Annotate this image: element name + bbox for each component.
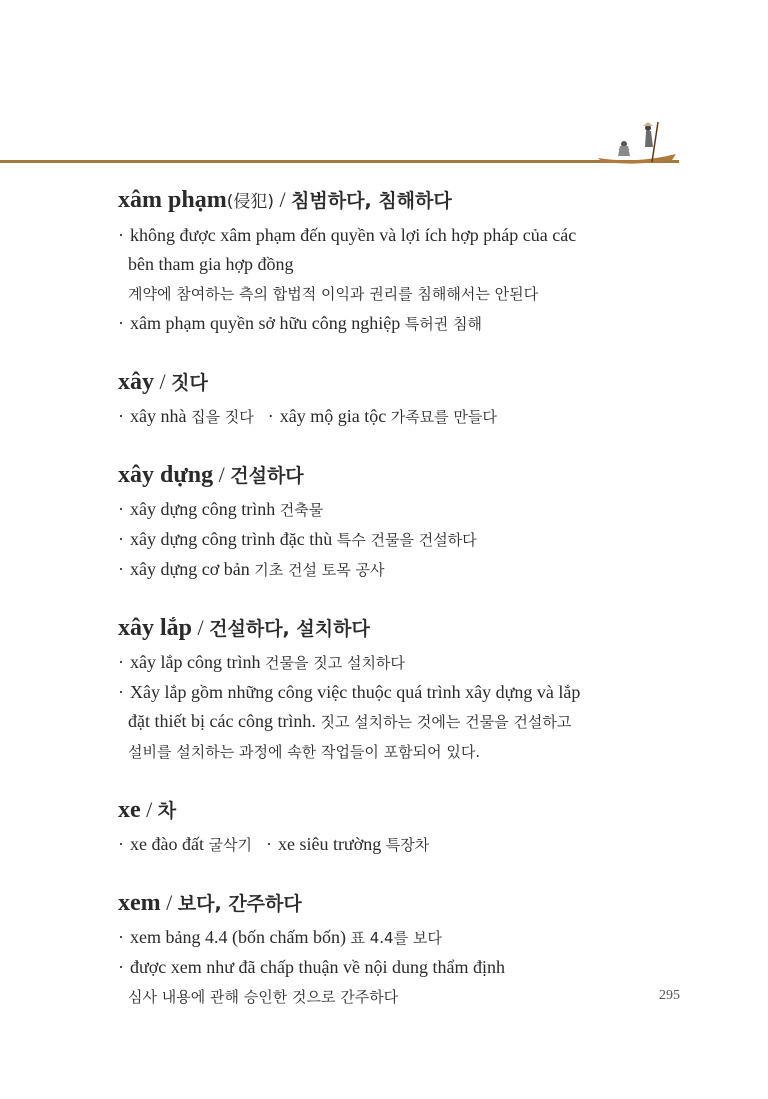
example-line (118, 953, 658, 982)
headword-separator: / (273, 187, 292, 212)
example-vietnamese: xem bảng 4.4 (bốn chấm bốn) (130, 927, 346, 947)
headword-vietnamese: xây (118, 369, 154, 395)
headword-separator: / (213, 462, 231, 487)
headword-korean: 건설하다 (230, 465, 304, 487)
example-line (118, 279, 658, 309)
headword-korean: 짓다 (171, 372, 208, 394)
example-korean: 특장차 (385, 836, 430, 854)
example-vietnamese: đặt thiết bị các công trình. (128, 711, 316, 731)
example-line (118, 707, 658, 737)
example-korean: 특허권 침해 (404, 315, 482, 333)
example-line (118, 221, 658, 250)
example-line (118, 923, 658, 953)
bullet: · (118, 529, 124, 549)
headword (118, 611, 658, 646)
headword (118, 458, 658, 493)
headword-korean: 침범하다, 침해하다 (291, 190, 452, 212)
example-line (118, 495, 658, 525)
example-vietnamese: xây lắp công trình (130, 652, 261, 672)
entry-xam-pham (118, 183, 658, 339)
example-line (118, 525, 658, 555)
example-korean: 설비를 설치하는 과정에 속한 작업들이 포함되어 있다. (128, 743, 481, 761)
bullet: · (118, 225, 124, 245)
example-line (118, 309, 658, 339)
entry-xay (118, 365, 658, 432)
bullet: · (118, 957, 124, 977)
example-vietnamese: Xây lắp gồm những công việc thuộc quá trình xây dựng và lắp (130, 682, 581, 702)
example-vietnamese: xe siêu trường (277, 834, 382, 854)
headword-separator: / (160, 890, 178, 915)
example-line (118, 555, 658, 585)
example-line (118, 982, 658, 1012)
bullet: · (118, 927, 124, 947)
headword-vietnamese: xe (118, 797, 141, 823)
bullet: · (118, 652, 124, 672)
entry-xe (118, 793, 658, 860)
header-rule (0, 160, 679, 163)
page-number: 295 (659, 988, 680, 1003)
bullet: · (118, 406, 124, 426)
dictionary-content (118, 183, 658, 1038)
example-vietnamese: xây mộ gia tộc (279, 406, 387, 426)
headword (118, 886, 658, 921)
bullet: · (118, 682, 124, 702)
headword (118, 365, 658, 400)
example-vietnamese: xâm phạm quyền sở hữu công nghiệp (130, 313, 401, 333)
bullet: · (118, 834, 124, 854)
headword (118, 183, 658, 219)
example-vietnamese: được xem như đã chấp thuận về nội dung thẩm định (130, 957, 505, 977)
example-korean: 계약에 참여하는 측의 합법적 이익과 권리를 침해해서는 안된다 (128, 285, 539, 303)
example-line (118, 830, 658, 860)
headword-separator: / (140, 797, 158, 822)
example-korean: 건물을 짓고 설치하다 (264, 654, 405, 672)
example-vietnamese: xây nhà (130, 406, 187, 426)
example-vietnamese: xe đào đất (130, 834, 204, 854)
example-vietnamese: bên tham gia hợp đồng (128, 254, 294, 274)
example-korean: 심사 내용에 관해 승인한 것으로 간주하다 (128, 988, 399, 1006)
example-line (118, 250, 658, 279)
example-vietnamese: xây dựng công trình (130, 499, 276, 519)
headword-vietnamese: xâm phạm (118, 187, 227, 213)
example-vietnamese: xây dựng công trình đặc thù (130, 529, 333, 549)
headword (118, 793, 658, 828)
bullet: · (118, 559, 124, 579)
headword-vietnamese: xây dựng (118, 462, 214, 488)
example-line (118, 402, 658, 432)
example-korean: 기초 건설 토목 공사 (254, 561, 385, 579)
headword-korean: 보다, 간주하다 (177, 893, 302, 915)
example-korean: 짓고 설치하는 것에는 건물을 건설하고 (320, 713, 572, 731)
example-vietnamese: xây dựng cơ bản (130, 559, 250, 579)
entry-xay-dung (118, 458, 658, 585)
example-korean: 특수 건물을 건설하다 (336, 531, 477, 549)
bullet: · (118, 499, 124, 519)
example-korean: 집을 짓다 (190, 408, 254, 426)
headword-vietnamese: xây lắp (118, 615, 193, 641)
boat-icon (596, 120, 678, 166)
example-korean: 가족묘를 만들다 (390, 408, 497, 426)
example-line (118, 648, 658, 678)
headword-vietnamese: xem (118, 890, 161, 916)
example-korean: 표 4.4를 보다 (350, 929, 442, 947)
entry-xem (118, 886, 658, 1012)
headword-hanja: (侵犯) (226, 192, 274, 212)
bullet: · (265, 834, 272, 854)
headword-separator: / (192, 615, 210, 640)
bullet: · (118, 313, 124, 333)
entry-xay-lap (118, 611, 658, 767)
headword-separator: / (154, 369, 172, 394)
headword-korean: 건설하다, 설치하다 (209, 618, 370, 640)
example-line (118, 678, 658, 707)
example-vietnamese: không được xâm phạm đến quyền và lợi ích hợp pháp của các (130, 225, 577, 245)
bullet: · (267, 406, 274, 426)
example-line (118, 737, 658, 767)
headword-korean: 차 (157, 800, 177, 822)
example-korean: 건축물 (279, 501, 324, 519)
example-korean: 굴삭기 (208, 836, 252, 854)
